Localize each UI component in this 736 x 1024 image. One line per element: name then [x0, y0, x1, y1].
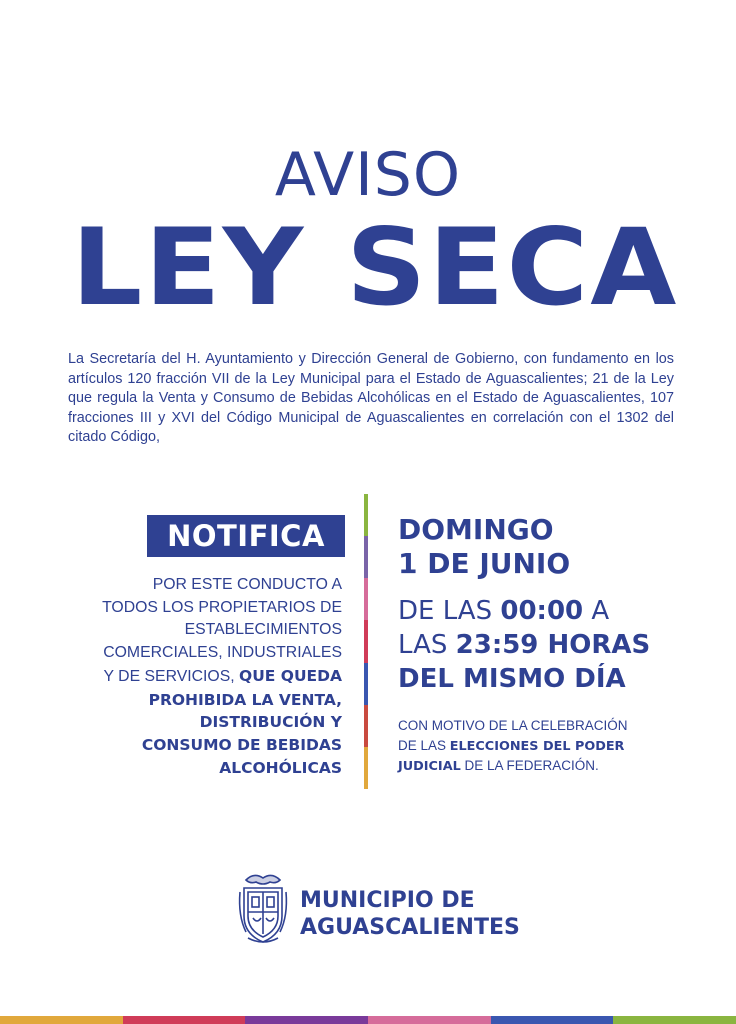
to-time: 23:59 HORAS — [455, 630, 651, 660]
notifica-line-bold: QUE QUEDA — [239, 666, 342, 685]
motivo-bold: JUDICIAL — [398, 759, 461, 775]
aviso-heading: AVISO — [274, 140, 462, 210]
notifica-text — [80, 574, 342, 779]
municipio-logo-text — [300, 887, 540, 941]
schedule-to — [398, 628, 698, 662]
bottom-bar-segment — [123, 1016, 246, 1024]
motivo-text — [398, 716, 668, 777]
schedule-from — [398, 594, 698, 628]
divider-segment — [364, 578, 368, 620]
schedule-date — [398, 513, 698, 581]
intro-line: Municipal de Aguascalientes en correlación con el 1302 del citado Código, — [68, 409, 674, 445]
intro-line: La Secretaría del H. Ayuntamiento y Dirección General de Gobierno, con — [68, 351, 547, 367]
intro-line: fundamento en los artículos 120 fracción VII de la Ley Municipal para el Estado — [68, 351, 674, 387]
bottom-bar-segment — [245, 1016, 368, 1024]
divider-segment — [364, 705, 368, 747]
bottom-bar-segment — [491, 1016, 614, 1024]
intro-paragraph — [68, 350, 674, 448]
bottom-color-bar — [0, 1016, 736, 1024]
schedule-date-text: 1 DE JUNIO — [398, 547, 571, 580]
intro-line: Alcohólicas en el Estado de Aguascalientes, 107 fracciones III y XVI del Código — [68, 390, 674, 426]
motivo-line: CON MOTIVO DE LA CELEBRACIÓN — [398, 718, 628, 733]
notifica-label: NOTIFICA — [147, 515, 345, 557]
notifica-line: ESTABLECIMIENTOS — [184, 621, 342, 639]
from-label: DE LAS — [398, 596, 501, 626]
bottom-bar-segment — [368, 1016, 491, 1024]
motivo-bold: ELECCIONES DEL PODER — [449, 738, 625, 754]
bottom-bar-segment — [613, 1016, 736, 1024]
schedule-day: DOMINGO — [398, 513, 554, 546]
municipal-seal-icon — [236, 872, 290, 946]
same-day: DEL MISMO DÍA — [398, 664, 626, 694]
motivo-line — [398, 736, 668, 757]
intro-line: de Aguascalientes; 21 de la Ley que regula la Venta y Consumo de Bebidas — [68, 370, 675, 406]
motivo-part: DE LA FEDERACIÓN. — [460, 758, 599, 774]
to-a: A — [583, 596, 610, 626]
ley-seca-title: LEY SECA — [71, 206, 679, 329]
notifica-line: COMERCIALES, INDUSTRIALES — [103, 644, 342, 662]
notifica-line: TODOS LOS PROPIETARIOS DE — [102, 598, 342, 616]
notifica-line-bold: PROHIBIDA LA VENTA, — [148, 690, 342, 709]
divider-segment — [364, 663, 368, 705]
divider-segment — [364, 494, 368, 536]
to-label: LAS — [398, 630, 456, 660]
notifica-line-part: Y DE SERVICIOS, — [103, 667, 240, 685]
color-divider — [364, 494, 368, 789]
logo-line: AGUASCALIENTES — [300, 915, 520, 940]
logo-line: MUNICIPIO DE — [300, 888, 475, 913]
notifica-line-bold: ALCOHÓLICAS — [219, 758, 342, 777]
motivo-part: DE LAS — [398, 737, 450, 753]
notifica-line-bold: DISTRIBUCIÓN Y — [199, 713, 342, 732]
from-time: 00:00 — [500, 596, 584, 626]
notifica-line-bold: CONSUMO DE BEBIDAS — [141, 735, 342, 754]
divider-segment — [364, 620, 368, 662]
divider-segment — [364, 747, 368, 789]
notifica-line: POR ESTE CONDUCTO A — [152, 576, 342, 593]
bottom-bar-segment — [0, 1016, 123, 1024]
divider-segment — [364, 536, 368, 578]
notifica-line — [80, 665, 342, 689]
schedule-times — [398, 594, 698, 696]
motivo-line — [398, 756, 668, 777]
